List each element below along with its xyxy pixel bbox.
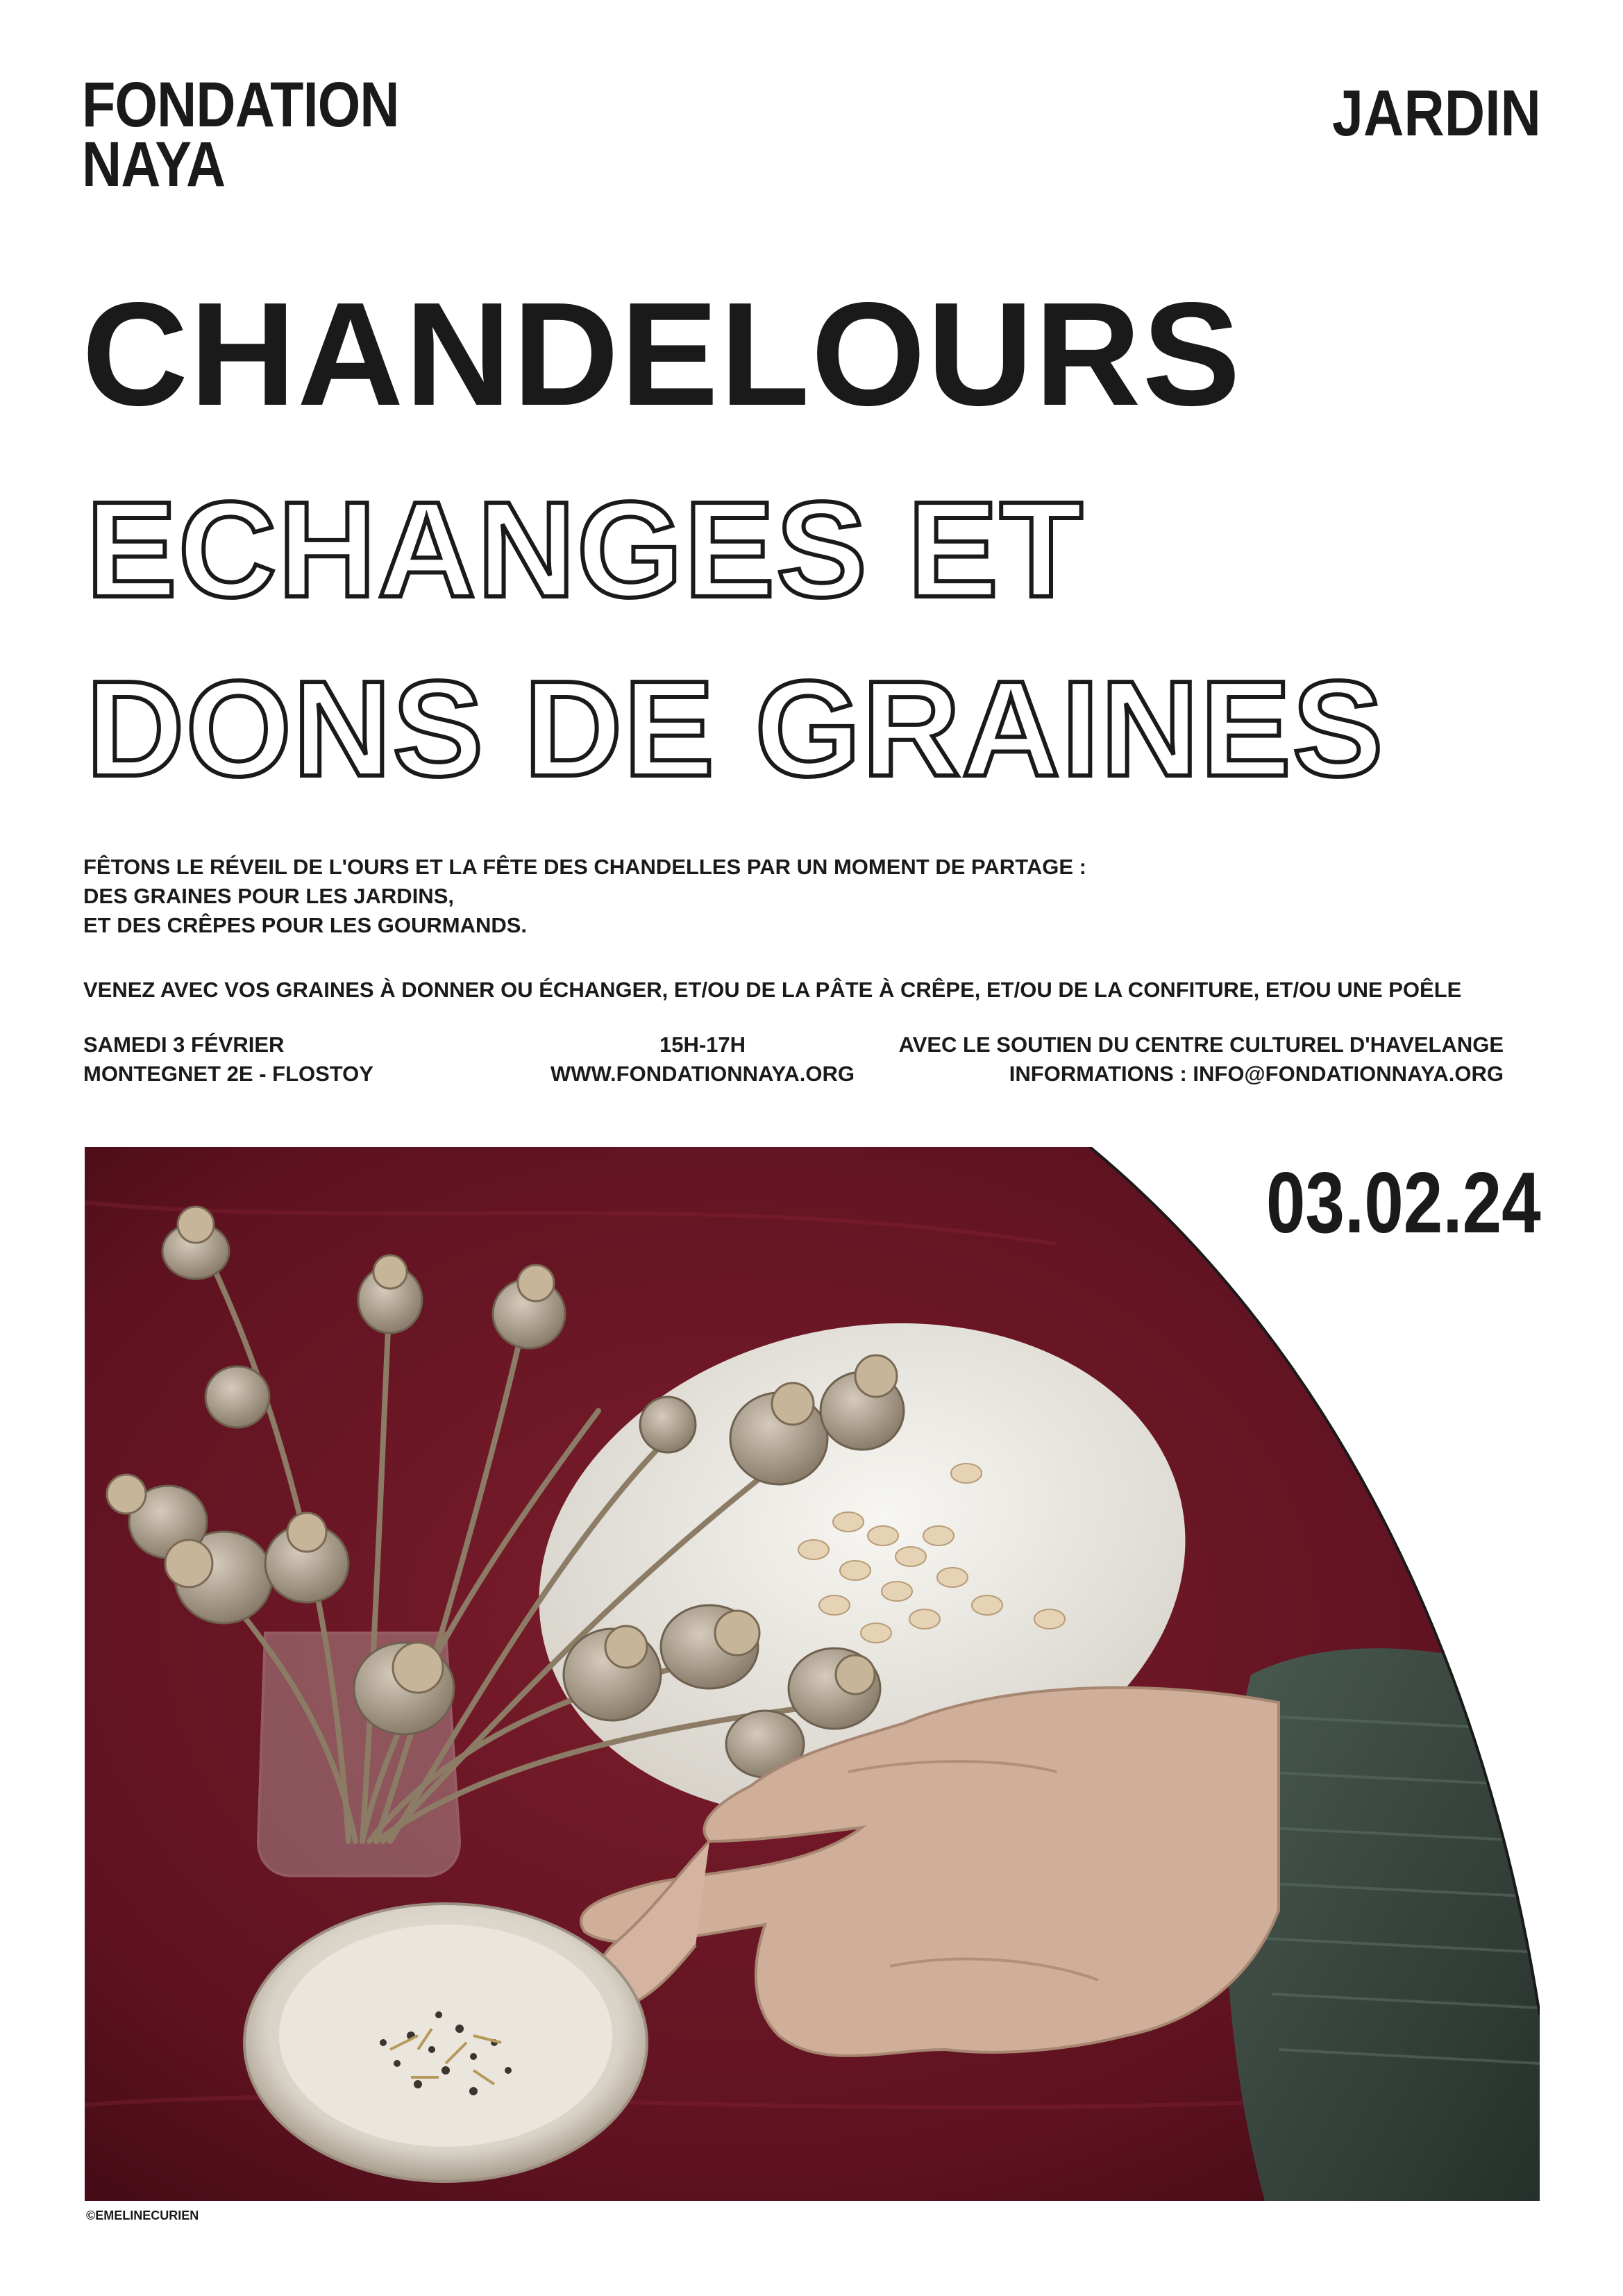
support-text: AVEC LE SOUTIEN DU CENTRE CULTUREL D'HAVELANGE (898, 1032, 1504, 1057)
website-link[interactable]: WWW.FONDATIONNAYA.ORG (550, 1062, 855, 1086)
info-hours-web (536, 1030, 869, 1089)
intro-text (83, 853, 1086, 940)
contact-email[interactable]: INFORMATIONS : INFO@FONDATIONNAYA.ORG (1009, 1062, 1504, 1086)
brand-line-2: NAYA (82, 129, 226, 200)
event-photo (85, 1147, 1540, 2201)
intro-line-2: DES GRAINES POUR LES JARDINS, (83, 884, 454, 908)
event-subtitle-line-1: ECHANGES ET (86, 474, 1084, 626)
brand-line-1: FONDATION (82, 69, 399, 140)
invite-text: VENEZ AVEC VOS GRAINES À DONNER OU ÉCHANGER, ET/OU DE LA PÂTE À CRÊPE, ET/OU DE LA CONFITURE, ET/OU UNE POÊLE (83, 978, 1462, 1002)
info-when-where (83, 1030, 373, 1089)
event-title: CHANDELOURS (82, 271, 1242, 436)
info-support-contact (899, 1030, 1504, 1089)
photo-credit: ©EMELINECURIEN (86, 2209, 199, 2222)
event-subtitle-line-2: DONS DE GRAINES (86, 653, 1385, 805)
category-label: JARDIN (1332, 76, 1541, 149)
event-date-text: SAMEDI 3 FÉVRIER (83, 1032, 285, 1057)
event-address: MONTEGNET 2E - FLOSTOY (83, 1062, 373, 1086)
intro-line-3: ET DES CRÊPES POUR LES GOURMANDS. (83, 913, 528, 937)
brand-logo (82, 69, 399, 200)
event-hours: 15H-17H (659, 1032, 746, 1057)
intro-line-1: FÊTONS LE RÉVEIL DE L'OURS ET LA FÊTE DES CHANDELLES PAR UN MOMENT DE PARTAGE : (83, 855, 1086, 879)
event-date-large: 03.02.24 (1266, 1155, 1541, 1251)
